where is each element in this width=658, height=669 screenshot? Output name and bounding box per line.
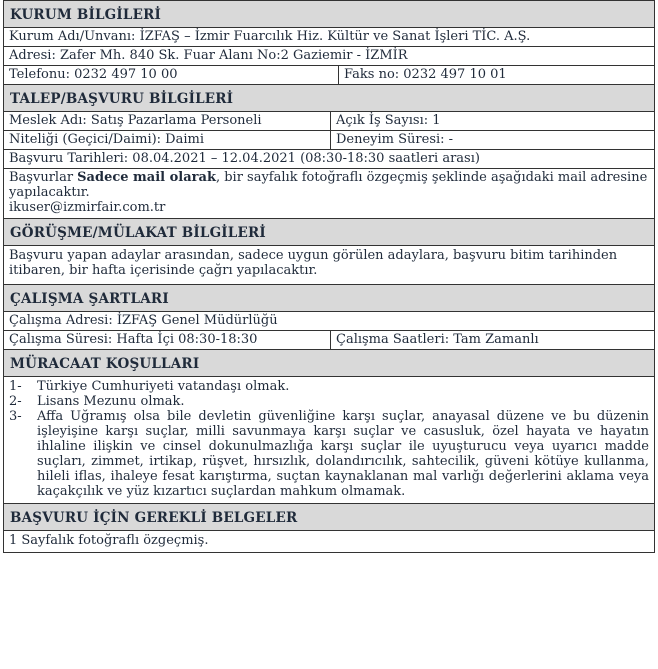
- talep-header: TALEP/BAŞVURU BİLGİLERİ: [4, 85, 654, 112]
- basvuru-prefix: Başvurlar: [9, 170, 78, 185]
- calisma-header: ÇALIŞMA ŞARTLARI: [4, 285, 654, 312]
- belgeler-header: BAŞVURU İÇİN GEREKLİ BELGELER: [4, 504, 654, 531]
- basvuru-bold: Sadece mail olarak: [77, 170, 216, 185]
- calisma-sure-row: [4, 331, 654, 350]
- meslek-adi: Meslek Adı: Satış Pazarlama Personeli: [4, 112, 331, 130]
- list-item-number: 1-: [9, 379, 22, 394]
- calisma-saatleri: Çalışma Saatleri: Tam Zamanlı: [336, 332, 539, 347]
- nitelik-row: [4, 131, 654, 150]
- muracaat-header: MÜRACAAT KOŞULLARI: [4, 350, 654, 377]
- faks: Faks no: 0232 497 10 01: [344, 67, 507, 82]
- basvuru-suffix: , bir sayfalık fotoğraflı özgeçmiş şeklinde aşağıdaki mail adresine yapılacaktır.: [9, 170, 648, 200]
- belgeler-item: 1 Sayfalık fotoğraflı özgeçmiş.: [9, 533, 209, 548]
- list-item: [9, 379, 649, 394]
- basvuru-aciklama: [4, 169, 654, 219]
- calisma-adresi: Çalışma Adresi: İZFAŞ Genel Müdürlüğü: [4, 312, 654, 331]
- basvuru-email[interactable]: ikuser@izmirfair.com.tr: [9, 200, 166, 215]
- job-posting-document: [3, 0, 655, 553]
- kurum-contact-row: [4, 66, 654, 85]
- calisma-suresi: Çalışma Süresi: Hafta İçi 08:30-18:30: [4, 331, 331, 349]
- kurum-adres-row: [4, 47, 654, 66]
- muracaat-list: [4, 377, 654, 504]
- gorusme-text: Başvuru yapan adaylar arasından, sadece uygun görülen adaylara, başvuru bitim tarihinden itibaren, bir hafta içerisinde çağrı yapılacaktır.: [4, 246, 654, 285]
- deneyim-suresi: Deneyim Süresi: -: [336, 132, 454, 147]
- kurum-adres-label: Adresi:: [9, 48, 56, 63]
- list-item: [9, 394, 649, 409]
- gorusme-header: GÖRÜŞME/MÜLAKAT BİLGİLERİ: [4, 219, 654, 246]
- kurum-ad-label: Kurum Adı/Unvanı:: [9, 29, 136, 44]
- kurum-ad-value: İZFAŞ – İzmir Fuarcılık Hiz. Kültür ve Sanat İşleri TİC. A.Ş.: [139, 29, 531, 44]
- kurum-adres-value: Zafer Mh. 840 Sk. Fuar Alanı No:2 Gaziemir - İZMİR: [59, 48, 408, 63]
- acik-is-sayisi: Açık İş Sayısı: 1: [336, 113, 441, 128]
- list-item: [9, 409, 649, 499]
- meslek-row: [4, 112, 654, 131]
- kurum-header: KURUM BİLGİLERİ: [4, 1, 654, 28]
- list-item-number: 2-: [9, 394, 22, 409]
- list-item-text: Lisans Mezunu olmak.: [37, 394, 185, 409]
- telefon: Telefonu: 0232 497 10 00: [4, 66, 339, 84]
- kurum-ad-row: [4, 28, 654, 47]
- basvuru-tarihleri: Başvuru Tarihleri: 08.04.2021 – 12.04.2021 (08:30-18:30 saatleri arası): [4, 150, 654, 169]
- list-item-number: 3-: [9, 409, 22, 424]
- list-item-text: Türkiye Cumhuriyeti vatandaşı olmak.: [37, 379, 290, 394]
- niteligi: Niteliği (Geçici/Daimi): Daimi: [4, 131, 331, 149]
- list-item-text: Affa Uğramış olsa bile devletin güvenliğine karşı suçlar, anayasal düzene ve bu düzenin işleyişine karşı suçlar, milli savunmaya karşı suçlar ve casusluk, özel hayata ve hayatın ihlaline ilişkin ve cinsel dokunulmazlığa karşı suçlar ile uyuşturucu veya uyarıcı madde suçları, zimmet, irtikap, rüşvet, hırsızlık, dolandırıcılık, sahtecilik, güveni kötüye kullanma, hileli iflas, ihaleye fesat karıştırma, suçtan kaynaklanan mal varlığı değerlerini aklama veya kaçakçılık ve yüz kızartıcı suçlardan mahkum olmamak.: [37, 409, 649, 499]
